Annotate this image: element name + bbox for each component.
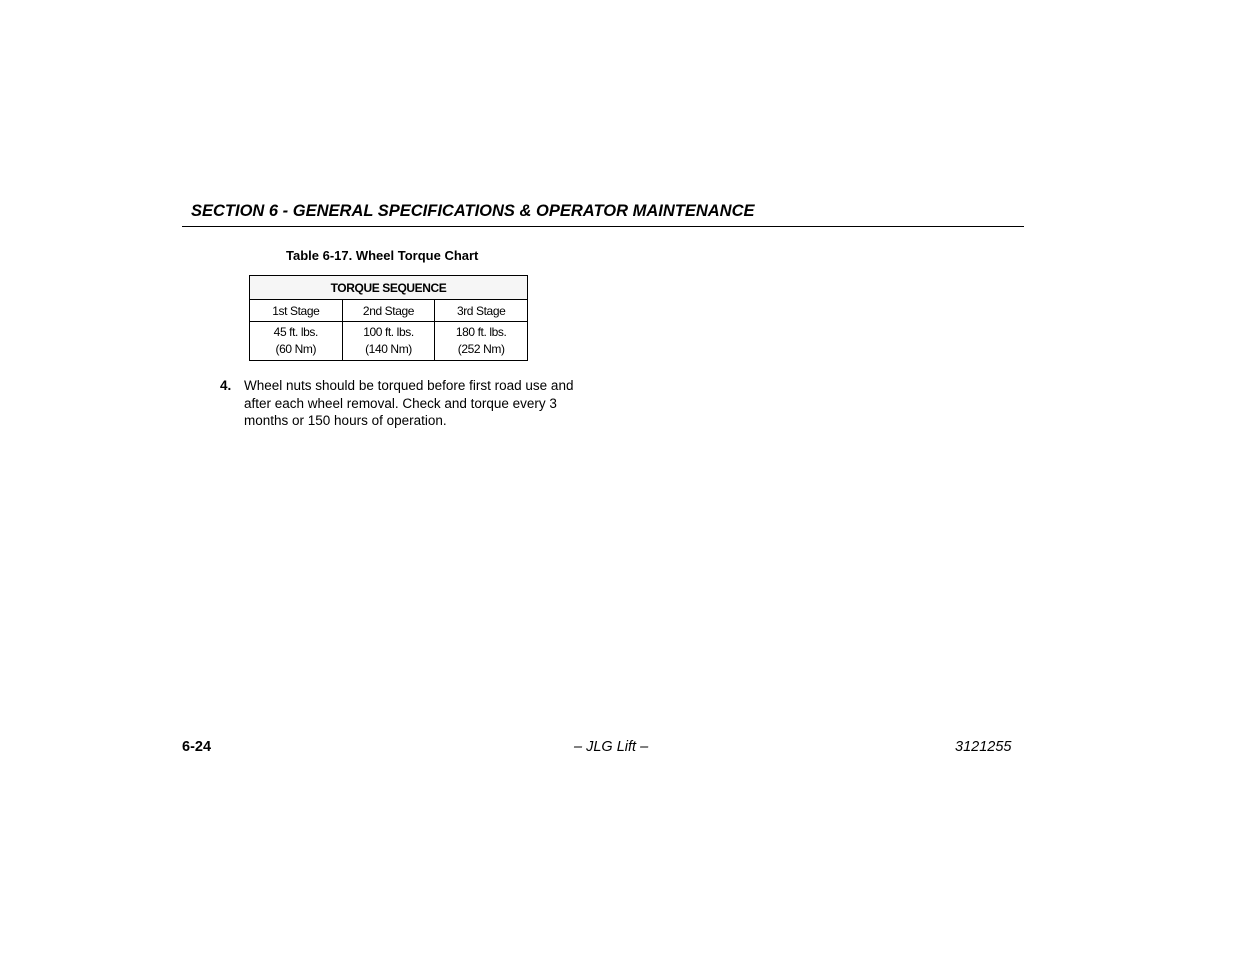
torque-metric: (252 Nm) xyxy=(457,342,505,356)
column-header-1st-stage: 1st Stage xyxy=(250,300,343,322)
torque-imperial: 180 ft. lbs. xyxy=(455,325,507,339)
table-cell-3rd-stage xyxy=(435,322,528,361)
torque-metric: (140 Nm) xyxy=(365,342,412,356)
table-cell-1st-stage xyxy=(250,322,343,361)
list-item-text xyxy=(244,377,604,430)
table-caption: Table 6-17. Wheel Torque Chart xyxy=(286,248,479,263)
table-row xyxy=(250,322,528,361)
document-number: 3121255 xyxy=(955,739,1012,755)
table-cell-2nd-stage xyxy=(342,322,435,361)
table-row xyxy=(250,300,528,322)
header-divider xyxy=(182,226,1024,227)
footer-brand: – JLG Lift – xyxy=(574,739,649,755)
column-header-3rd-stage: 3rd Stage xyxy=(435,300,528,322)
list-item-number: 4. xyxy=(220,378,232,393)
torque-imperial: 45 ft. lbs. xyxy=(273,325,318,339)
text-line: after each wheel removal. Check and torque every 3 xyxy=(244,395,557,411)
wheel-torque-table xyxy=(249,275,528,361)
torque-metric: (60 Nm) xyxy=(275,342,317,356)
torque-imperial: 100 ft. lbs. xyxy=(363,325,414,339)
section-title: SECTION 6 - GENERAL SPECIFICATIONS & OPERATOR MAINTENANCE xyxy=(191,202,755,220)
column-header-2nd-stage: 2nd Stage xyxy=(342,300,435,322)
text-line: months or 150 hours of operation. xyxy=(244,413,447,428)
torque-sequence-header: TORQUE SEQUENCE xyxy=(250,276,528,300)
page-number: 6-24 xyxy=(182,739,212,755)
table-header-row xyxy=(250,276,528,300)
text-line: Wheel nuts should be torqued before first road use and xyxy=(244,378,574,393)
